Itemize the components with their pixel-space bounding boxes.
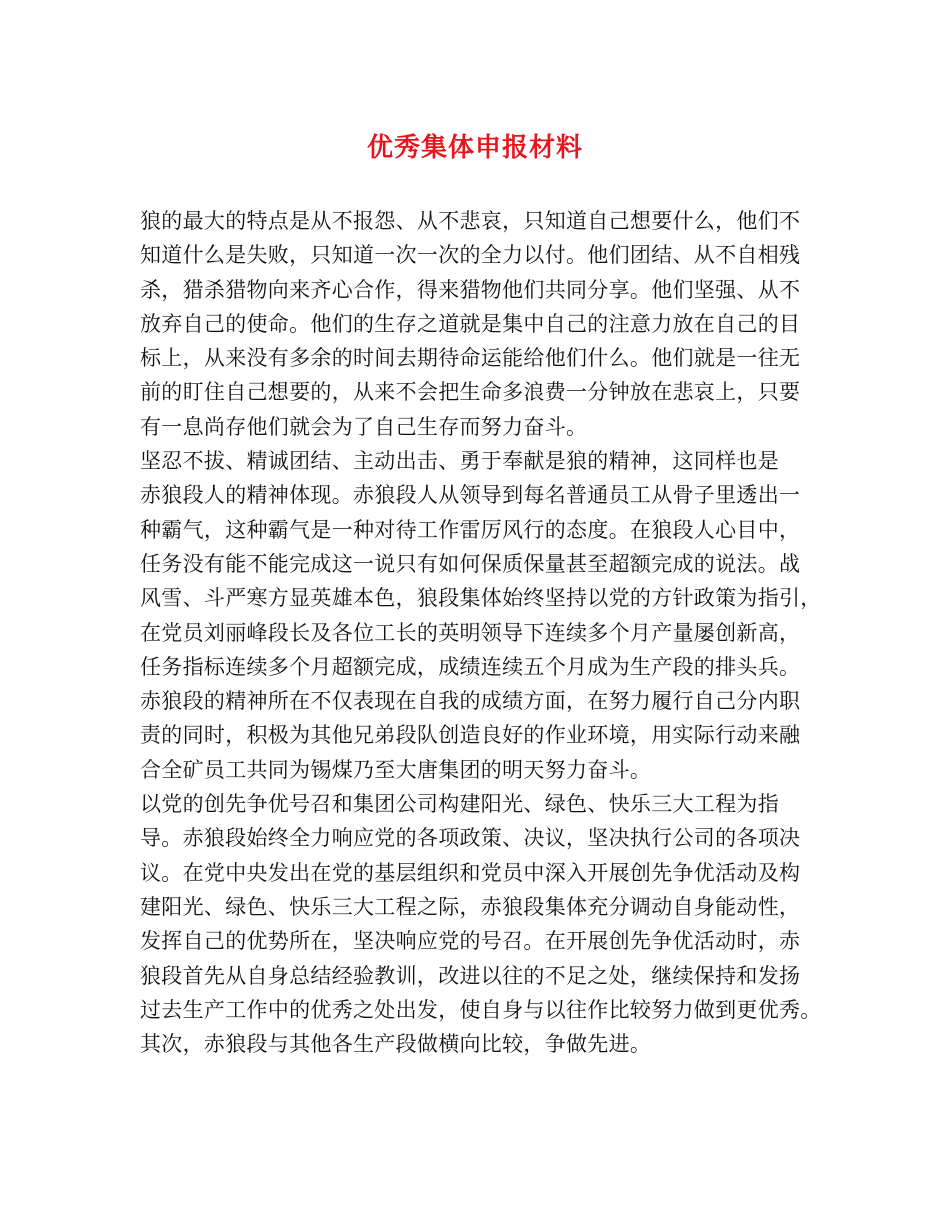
body-line: 放弃自己的使命。他们的生存之道就是集中自己的注意力放在自己的目 [140, 311, 801, 336]
document-title: 优秀集体申报材料 [366, 133, 583, 163]
body-line: 赤狼段的精神所在不仅表现在自我的成绩方面，在努力履行自己分内职 [140, 689, 801, 714]
body-line: 有一息尚存他们就会为了自己生存而努力奋斗。 [140, 414, 588, 439]
body-line: 在党员刘丽峰段长及各位工长的英明领导下连续多个月产量屡创新高， [140, 620, 801, 645]
body-line: 坚忍不拔、精诚团结、主动出击、勇于奉献是狼的精神，这同样也是 [140, 449, 779, 474]
body-line: 导。赤狼段始终全力响应党的各项政策、决议，坚决执行公司的各项决 [140, 826, 801, 851]
body-line: 前的盯住自己想要的，从来不会把生命多浪费一分钟放在悲哀上，只要 [140, 380, 801, 405]
body-line: 责的同时，积极为其他兄弟段队创造良好的作业环境，用实际行动来融 [140, 723, 801, 748]
body-line: 知道什么是失败，只知道一次一次的全力以付。他们团结、从不自相残 [140, 243, 801, 268]
body-line: 狼段首先从自身总结经验教训，改进以往的不足之处，继续保持和发扬 [140, 963, 801, 988]
body-line: 建阳光、绿色、快乐三大工程之际，赤狼段集体充分调动自身能动性， [140, 894, 801, 919]
body-line: 任务没有能不能完成这一说只有如何保质保量甚至超额完成的说法。战 [140, 551, 801, 576]
body-line: 过去生产工作中的优秀之处出发，使自身与以往作比较努力做到更优秀。 [140, 997, 822, 1022]
body-line: 合全矿员工共同为锡煤乃至大唐集团的明天努力奋斗。 [140, 757, 652, 782]
body-line: 标上，从来没有多余的时间去期待命运能给他们什么。他们就是一往无 [140, 346, 801, 371]
body-line: 杀，猎杀猎物向来齐心合作，得来猎物他们共同分享。他们坚强、从不 [140, 277, 801, 302]
body-line: 狼的最大的特点是从不报怨、从不悲哀，只知道自己想要什么，他们不 [140, 209, 801, 233]
body-line: 以党的创先争优号召和集团公司构建阳光、绿色、快乐三大工程为指 [140, 792, 779, 817]
body-line: 种霸气，这种霸气是一种对待工作雷厉风行的态度。在狼段人心目中， [140, 517, 801, 542]
body-line: 议。在党中央发出在党的基层组织和党员中深入开展创先争优活动及构 [140, 860, 801, 885]
body-line: 赤狼段人的精神体现。赤狼段人从领导到每名普通员工从骨子里透出一 [140, 483, 801, 508]
document-body [140, 204, 840, 1061]
body-line: 其次，赤狼段与其他各生产段做横向比较，争做先进。 [140, 1032, 652, 1057]
body-line: 发挥自己的优势所在，坚决响应党的号召。在开展创先争优活动时，赤 [140, 929, 801, 954]
body-line: 风雪、斗严寒方显英雄本色，狼段集体始终坚持以党的方针政策为指引， [140, 586, 822, 611]
body-line: 任务指标连续多个月超额完成，成绩连续五个月成为生产段的排头兵。 [140, 654, 801, 679]
